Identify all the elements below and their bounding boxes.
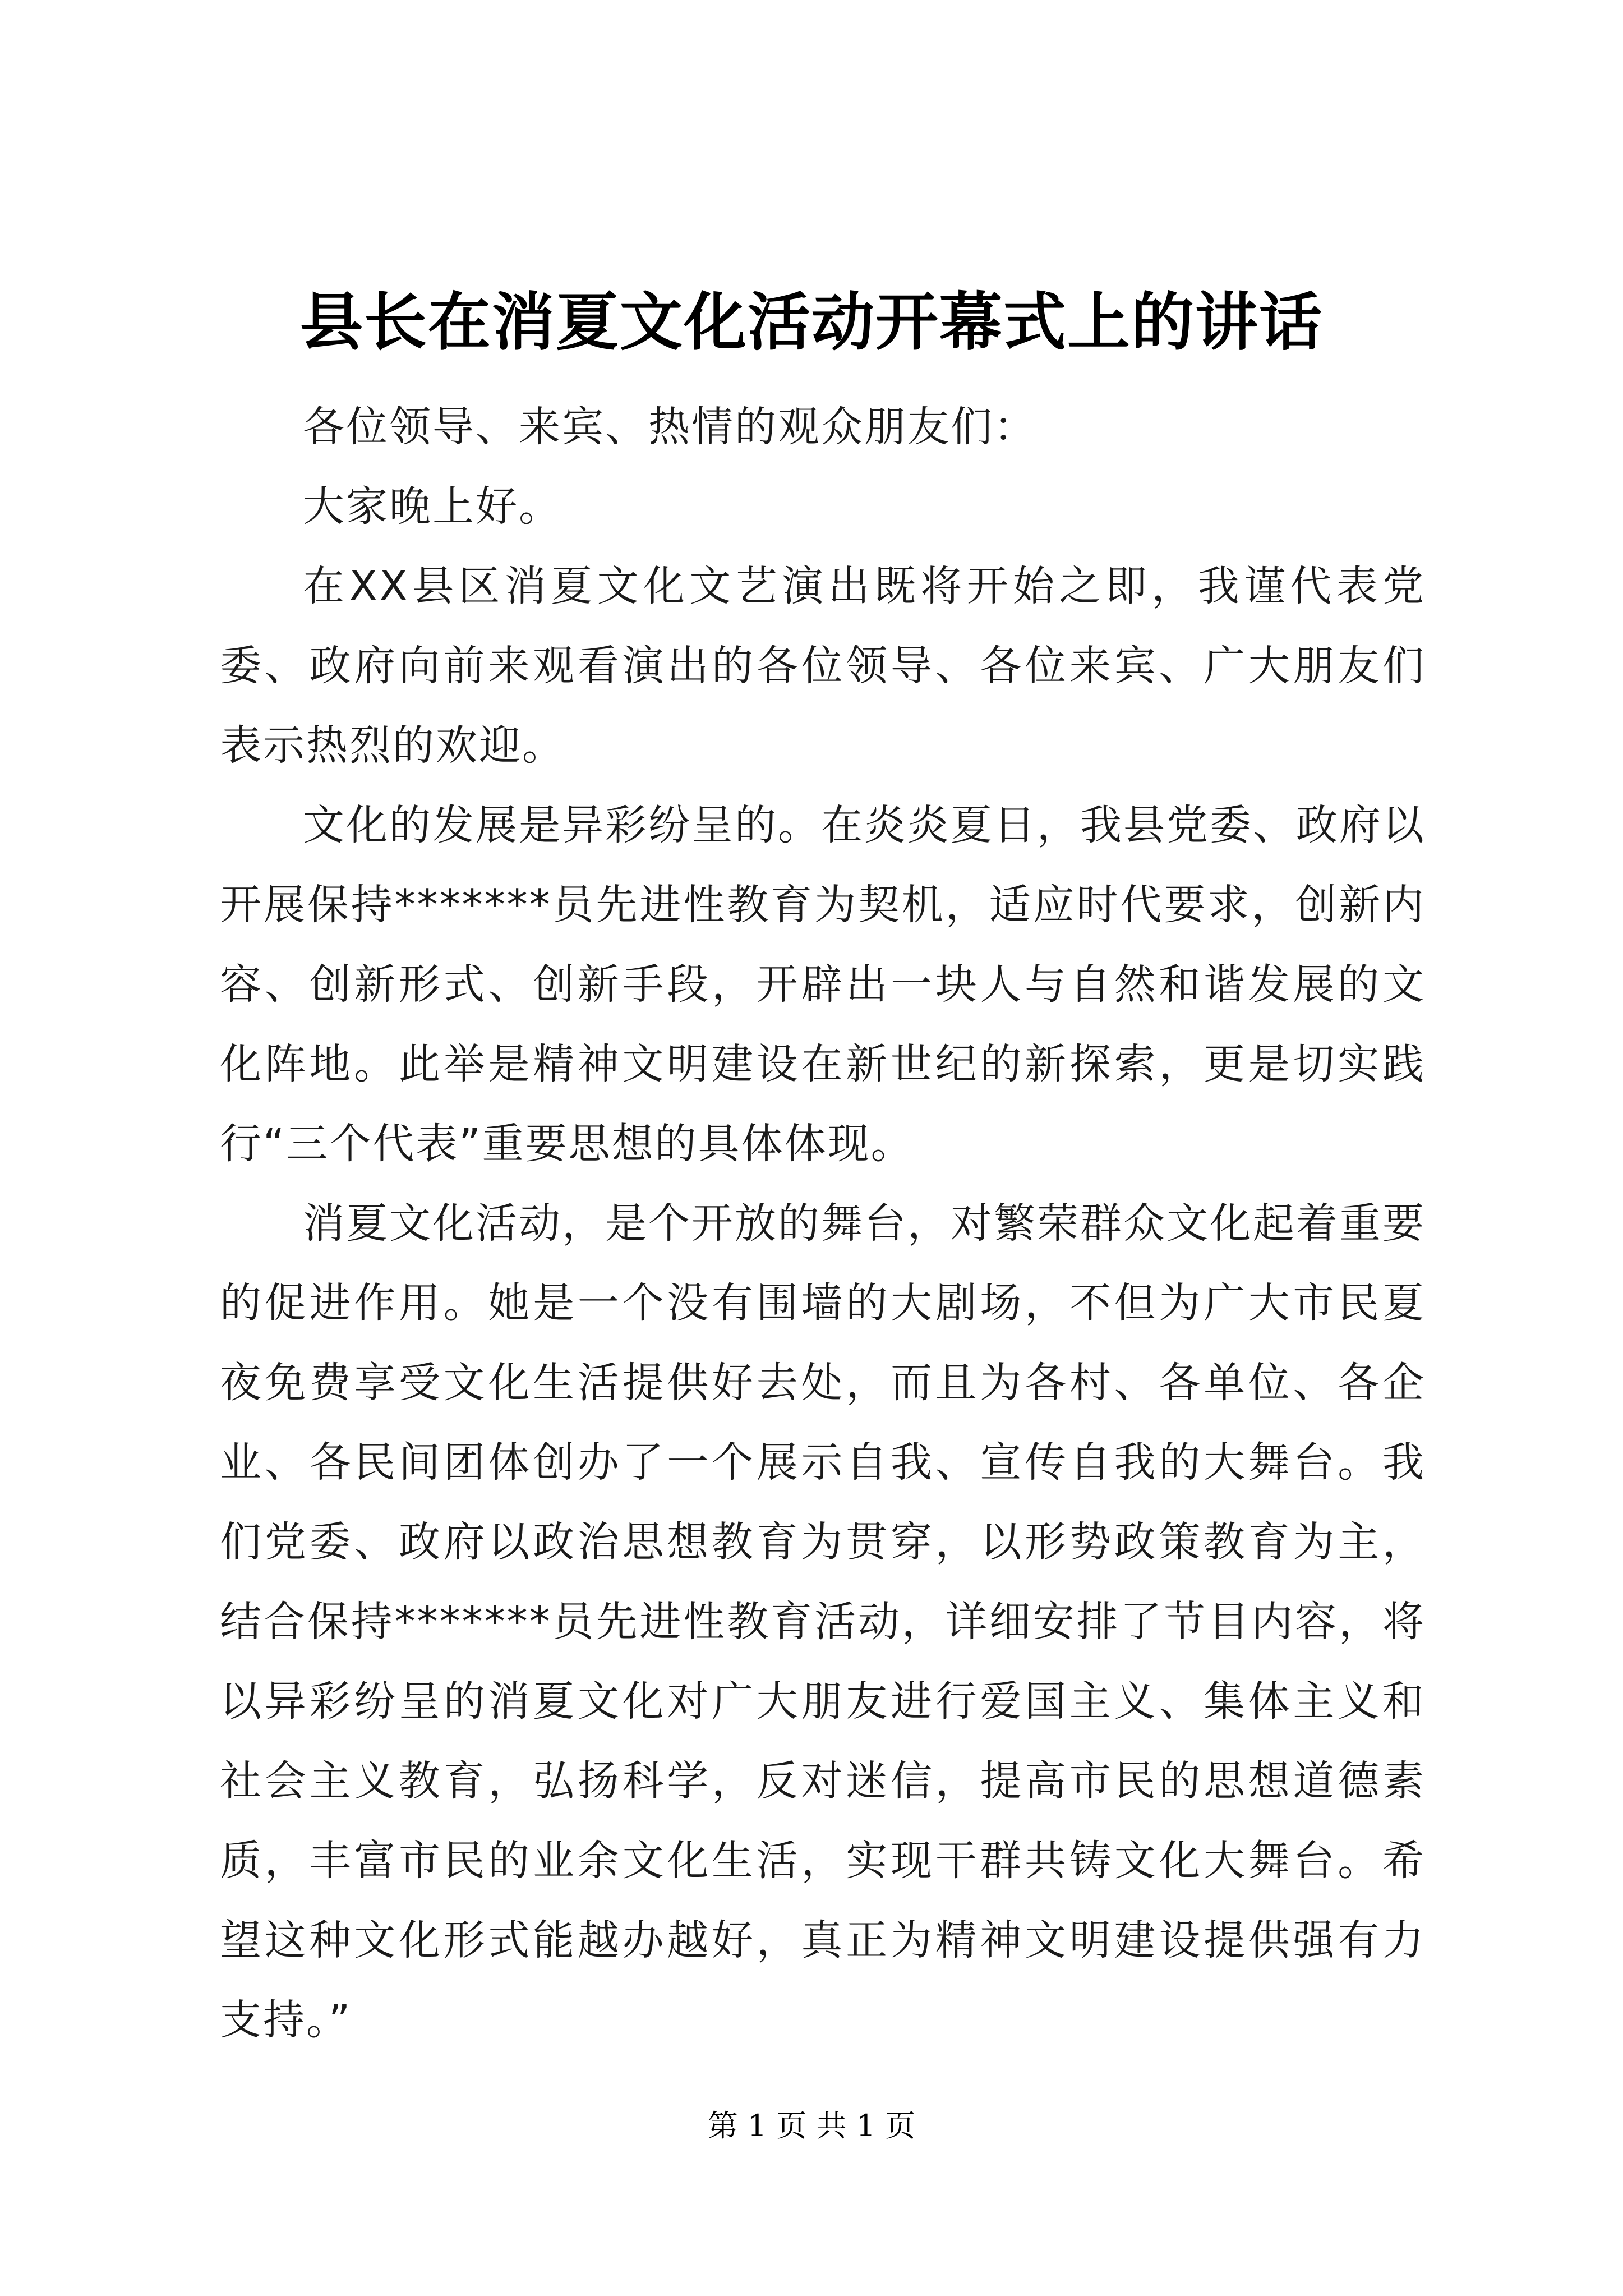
paragraph-welcome: 在XX县区消夏文化文艺演出既将开始之即，我谨代表党委、政府向前来观看演出的各位领导、各位来宾、广大朋友们表示热烈的欢迎。 [220, 562, 1426, 770]
document-body [220, 387, 1426, 2060]
paragraph-culture-development: 文化的发展是异彩纷呈的。在炎炎夏日，我县党委、政府以开展保持*******员先进性教育为契机，适应时代要求，创新内容、创新形式、创新手段，开辟出一块人与自然和谐发展的文化阵地。此举是精神文明建设在新世纪的新探索，更是切实践行“三个代表”重要思想的具体体现。 [220, 801, 1426, 1168]
paragraph-summer-activity: 消夏文化活动，是个开放的舞台，对繁荣群众文化起着重要的促进作用。她是一个没有围墙的大剧场，不但为广大市民夏夜免费享受文化生活提供好去处，而且为各村、各单位、各企业、各民间团体创办了一个展示自我、宣传自我的大舞台。我们党委、政府以政治思想教育为贯穿，以形势政策教育为主，结合保持*******员先进性教育活动，详细安排了节目内容，将以异彩纷呈的消夏文化对广大朋友进行爱国主义、集体主义和社会主义教育，弘扬科学，反对迷信，提高市民的思想道德素质，丰富市民的业余文化生活，实现干群共铸文化大舞台。希望这种文化形式能越办越好，真正为精神文明建设提供强有力支持。” [220, 1199, 1426, 2044]
paragraph-greeting: 大家晚上好。 [303, 482, 562, 531]
document-title: 县长在消夏文化活动开幕式上的讲话 [300, 286, 1323, 359]
page-footer: 第 1 页 共 1 页 [707, 2108, 916, 2143]
paragraph-salutation: 各位领导、来宾、热情的观众朋友们： [303, 403, 1037, 451]
